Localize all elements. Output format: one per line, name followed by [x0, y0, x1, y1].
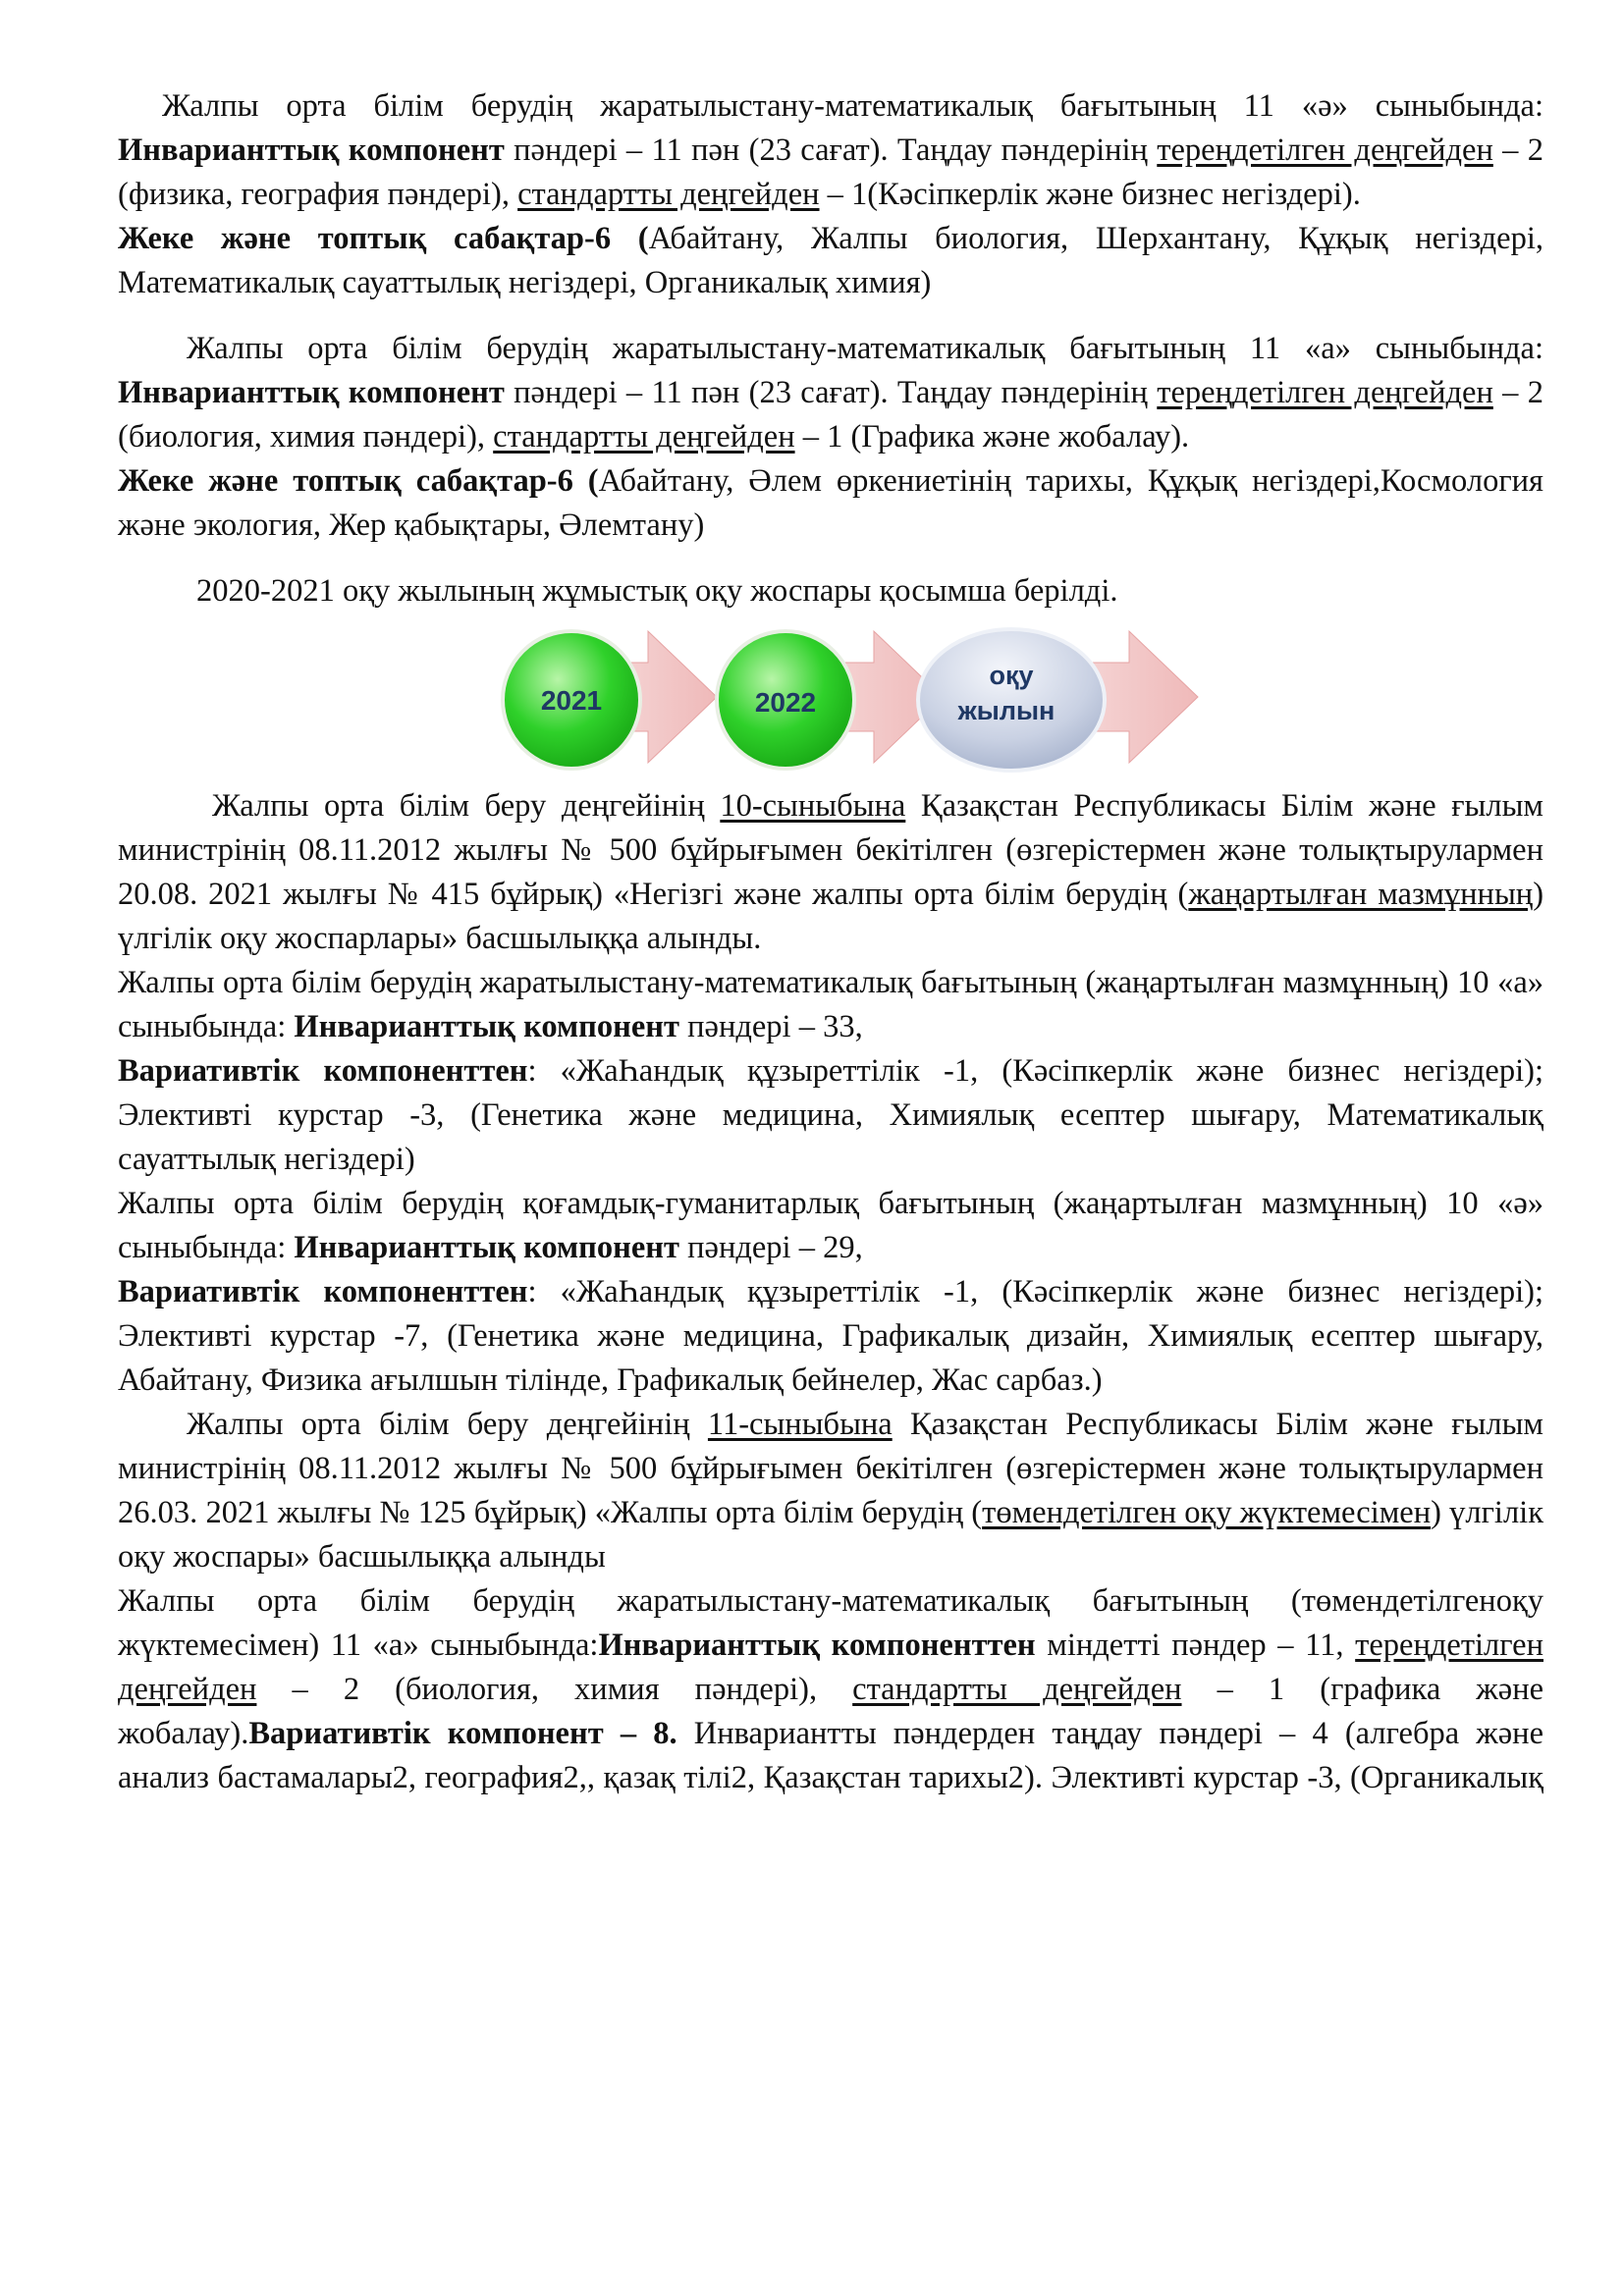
paragraph-10a-kaz-variative: Вариативтік компоненттен: «ЖаҺандық құзыреттілік -1, (Кәсіпкерлік және бизнес негіздері); Элективті курстар -7, (Генетика және медицина, Графикалық дизайн, Химиялық есептер шығару, Абайтану, Физика ағылшын тілінде, Графикалық бейнелер, Жас сарбаз.) [118, 1274, 1543, 1398]
standard-level-label: стандартты деңгейден [517, 177, 820, 212]
paragraph-11a-kaz: Жалпы орта білім берудің жаратылыстану-математикалық бағытының 11 «ә» сыныбында: Инварианттық компонент пәндері – 11 пән (23 сағат). Таңдау пәндерінің тереңдетілген деңгейден – 2 (физика, география пәндері), стандартты деңгейден – 1(Кәсіпкерлік және бизнес негіздері). [118, 88, 1543, 212]
plan-note: 2020-2021 оқу жылының жұмыстық оқу жоспары қосымша берілді. [196, 573, 1118, 609]
paragraph-group-lessons-1: Жеке және топтық сабақтар-6 (Абайтану, Жалпы биология, Шерхантану, Құқық негіздері, Математикалық сауаттылық негіздері, Органикалық химия) [118, 221, 1543, 300]
timeline-svg [491, 623, 1267, 780]
invariant-label: Инварианттық компонент [118, 375, 505, 410]
oval-label-line1: оқу [989, 661, 1034, 690]
invariant-label: Инварианттық компонент [118, 133, 505, 168]
paragraph-10a-kaz: Жалпы орта білім берудің қоғамдық-гуманитарлық бағытының (жаңартылған мазмұнның) 10 «ә» сыныбында: Инварианттық компонент пәндері – 29, [118, 1186, 1543, 1265]
document-page [118, 84, 1543, 1800]
paragraph-10a: Жалпы орта білім берудің жаратылыстану-математикалық бағытының (жаңартылған мазмұнның) 10 «а» сыныбында: Инварианттық компонент пәндері – 33, [118, 965, 1543, 1044]
paragraph-grade10-basis: Жалпы орта білім беру деңгейінің 10-сыныбына Қазақстан Республикасы Білім және ғылым министрінің 08.11.2012 жылғы № 500 бұйрығымен бекітілген (өзгерістермен және толықтырулармен 20.08. 2021 жылғы № 415 бұйрық) «Негізгі және жалпы орта білім берудің (жаңартылған мазмұнның) үлгілік оқу жоспарлары» басшылыққа алынды. [118, 788, 1544, 956]
paragraph-group-lessons-2: Жеке және топтық сабақтар-6 (Абайтану, Әлем өркениетінің тарихы, Құқық негіздері,Космология және экология, Жер қабықтары, Әлемтану) [118, 463, 1544, 543]
paragraph-10a-variative: Вариативтік компоненттен: «ЖаҺандық құзыреттілік -1, (Кәсіпкерлік және бизнес негіздері); Элективті курстар -3, (Генетика және медицина, Химиялық есептер шығару, Математикалық сауаттылық негіздері) [118, 1053, 1543, 1177]
paragraph-grade11-basis: Жалпы орта білім беру деңгейінің 11-сыныбына Қазақстан Республикасы Білім және ғылым министрінің 08.11.2012 жылғы № 500 бұйрығымен бекітілген (өзгерістермен және толықтырулармен 26.03. 2021 жылғы № 125 бұйрық) «Жалпы орта білім берудің (төмендетілген оқу жүктемесімен) үлгілік оқу жоспары» басшылыққа алынды [118, 1407, 1543, 1575]
standard-level-label: стандартты деңгейден [493, 419, 795, 454]
paragraph-11a-reduced: Жалпы орта білім берудің жаратылыстану-математикалық бағытының (төмендетілгеноқу жүктемесімен) 11 «а» сыныбында:Инварианттық компоненттен міндетті пәндер – 11, тереңдетілген деңгейден – 2 (биология, химия пәндері), стандартты деңгейден – 1 (графика және жобалау).Вариативтік компонент – 8. Инвариантты пәндерден таңдау пәндері – 4 (алгебра және анализ бастамалары2, география2,, қазақ тілі2, Қазақстан тарихы2). Элективті курстар -3, (Органикалық [118, 1583, 1544, 1795]
group-lessons-label: Жеке және топтық сабақтар-6 ( [118, 463, 599, 499]
oval-label-line2: жылын [957, 696, 1056, 725]
academic-year-graphic [118, 623, 1543, 782]
circle-label-2022: 2022 [754, 687, 817, 718]
deep-level-label: тереңдетілген деңгейден [1157, 375, 1493, 410]
deep-level-label: тереңдетілген деңгейден [1157, 133, 1493, 168]
paragraph-11a: Жалпы орта білім берудің жаратылыстану-математикалық бағытының 11 «а» сыныбында: Инварианттық компонент пәндері – 11 пән (23 сағат). Таңдау пәндерінің тереңдетілген деңгейден – 2 (биология, химия пәндері), стандартты деңгейден – 1 (Графика және жобалау). [118, 331, 1543, 454]
circle-label-2021: 2021 [540, 685, 603, 716]
group-lessons-label: Жеке және топтық сабақтар-6 ( [118, 221, 649, 256]
